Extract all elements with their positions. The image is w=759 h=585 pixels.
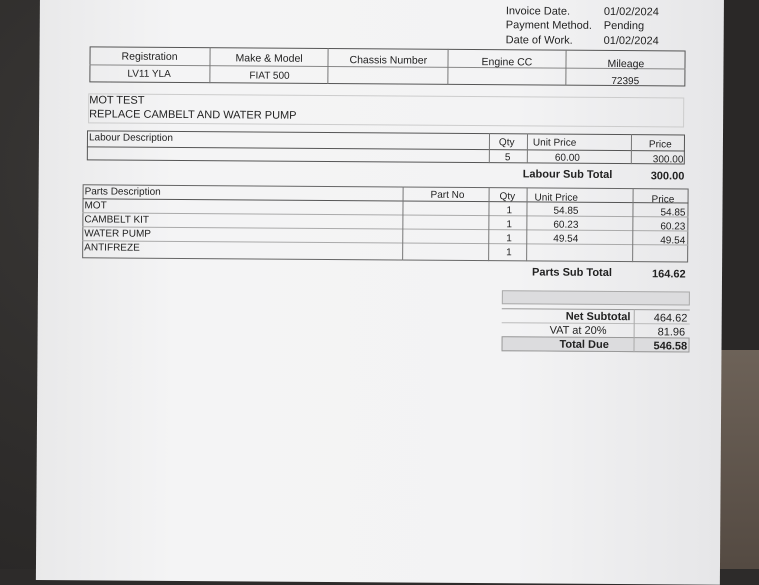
vat-label: VAT at 20% (549, 324, 607, 337)
total-due-value: 546.58 (653, 340, 688, 353)
labour-price-header: Price (648, 139, 672, 151)
parts-description-header: Parts Description (84, 186, 161, 198)
notes-line-1: MOT TEST (89, 94, 145, 107)
date-of-work-value: 01/02/2024 (603, 34, 659, 48)
parts-subtotal-value: 164.62 (651, 268, 686, 281)
part-unit-price: 54.85 (553, 205, 579, 217)
payment-method-value: Pending (603, 19, 645, 33)
notes-line-2: REPLACE CAMBELT AND WATER PUMP (89, 108, 297, 122)
payment-method-label: Payment Method. (505, 19, 593, 32)
labour-subtotal-label: Labour Sub Total (522, 168, 613, 182)
labour-col-line (631, 134, 632, 164)
labour-qty-value: 5 (504, 152, 511, 164)
part-qty: 1 (506, 247, 512, 259)
engine-cc-header: Engine CC (481, 56, 533, 69)
part-unit-price: 60.23 (553, 219, 579, 231)
total-due-label: Total Due (559, 338, 609, 351)
part-qty: 1 (506, 233, 512, 245)
net-subtotal-label: Net Subtotal (565, 310, 631, 324)
labour-subtotal-value: 300.00 (650, 170, 685, 183)
invoice-date-label: Invoice Date. (505, 5, 571, 18)
labour-col-line (527, 133, 528, 163)
parts-unit-price-header: Unit Price (534, 192, 578, 204)
part-unit-price: 49.54 (553, 233, 579, 245)
part-description: WATER PUMP (84, 228, 152, 240)
labour-unit-price-header: Unit Price (532, 137, 577, 149)
part-price: 49.54 (660, 235, 686, 247)
part-qty: 1 (506, 219, 512, 231)
registration-value: LV11 YLA (127, 68, 171, 80)
labour-unit-price-value: 60.00 (554, 152, 580, 164)
date-of-work-label: Date of Work. (505, 34, 573, 47)
make-model-value: FIAT 500 (249, 70, 290, 82)
chassis-number-header: Chassis Number (349, 54, 428, 67)
part-price: 54.85 (660, 207, 686, 219)
totals-spacer-bar (502, 290, 690, 305)
net-subtotal-value: 464.62 (653, 312, 688, 325)
mileage-header: Mileage (607, 57, 645, 71)
invoice-date-value: 01/02/2024 (603, 5, 659, 19)
labour-price-value: 300.00 (652, 154, 684, 166)
labour-qty-header: Qty (498, 137, 515, 149)
labour-description-header: Labour Description (88, 132, 173, 144)
part-description: ANTIFREZE (84, 242, 140, 254)
part-qty: 1 (506, 205, 513, 217)
registration-header: Registration (121, 50, 178, 63)
mileage-value: 72395 (611, 75, 640, 88)
parts-table (82, 184, 689, 262)
invoice-sheet (36, 0, 724, 585)
part-price: 60.23 (660, 221, 686, 233)
make-model-header: Make & Model (235, 52, 303, 65)
part-description: MOT (84, 200, 107, 212)
part-description: CAMBELT KIT (84, 214, 150, 226)
vat-value: 81.96 (657, 326, 686, 339)
parts-subtotal-label: Parts Sub Total (531, 266, 612, 279)
parts-qty-header: Qty (499, 191, 516, 203)
part-no-header: Part No (430, 189, 465, 201)
labour-col-line (489, 133, 490, 163)
parts-price-header: Price (651, 194, 675, 206)
